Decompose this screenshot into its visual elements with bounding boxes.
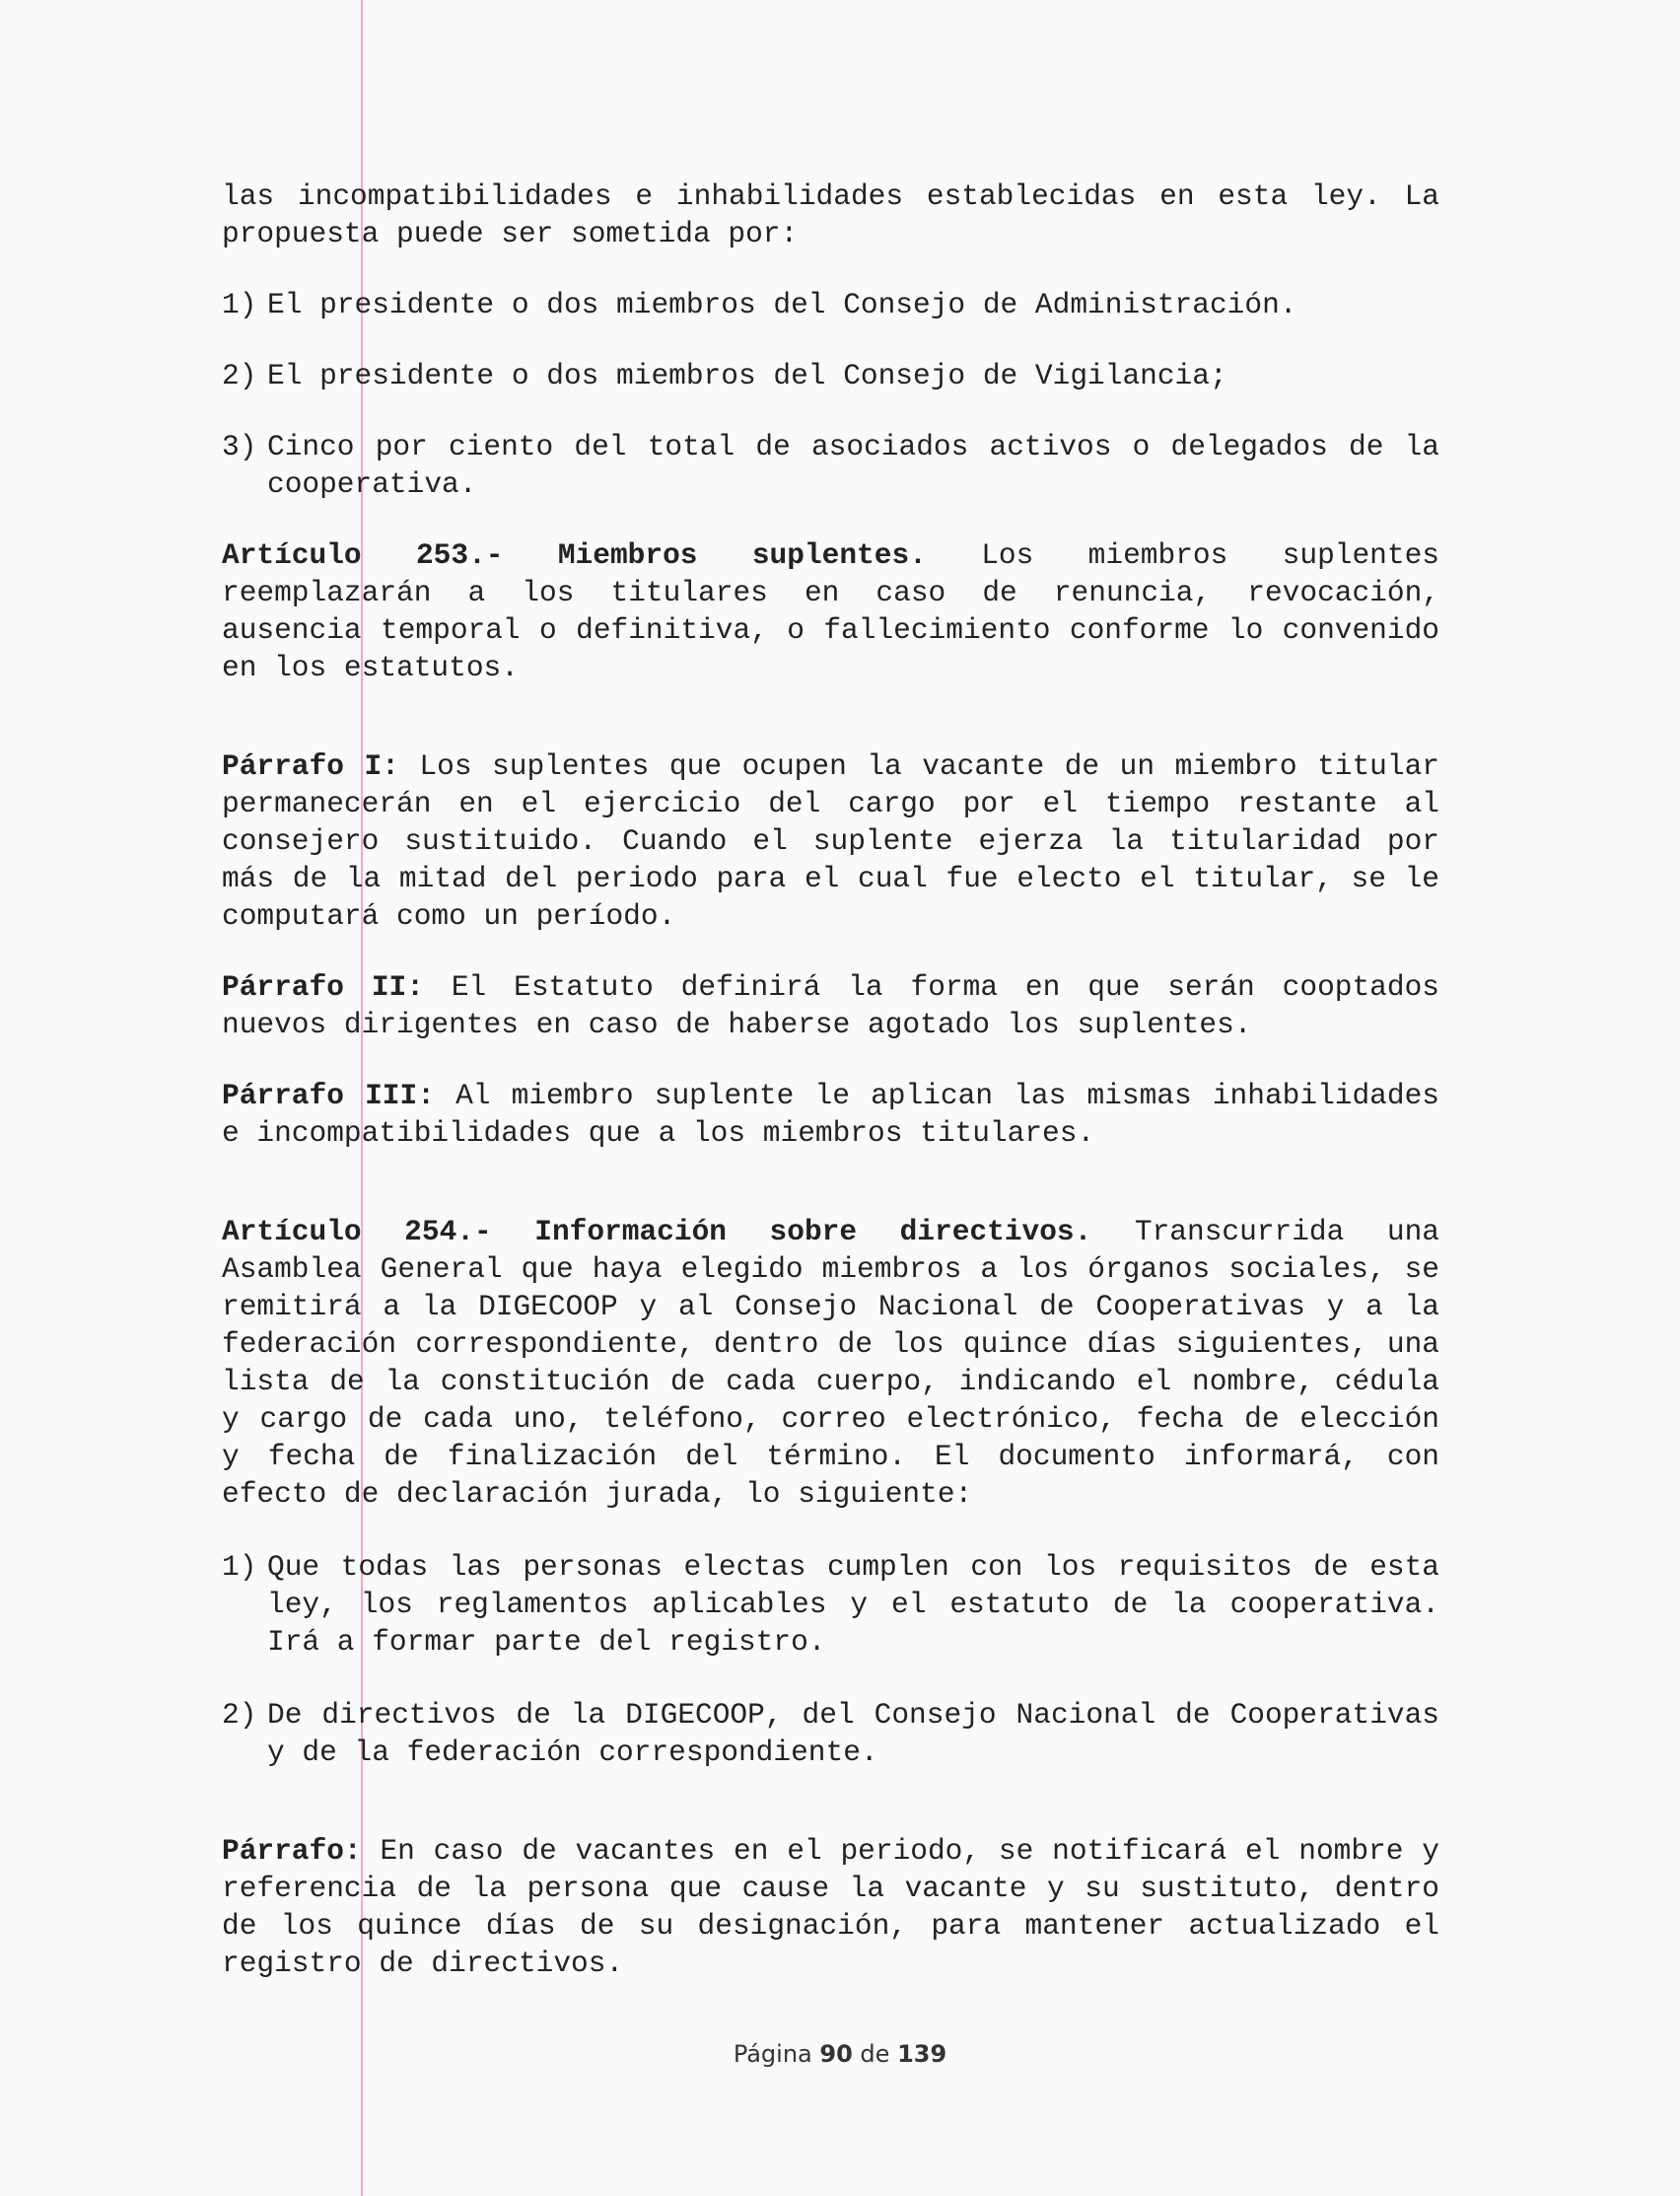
list-text: Que todas las personas electas cumplen con los requisitos de esta ley, los reglamentos aplicables y el estatuto de la cooperativa. Irá a formar parte del registro. [267,1550,1439,1659]
list-number: 1) [222,288,257,321]
page-label: Página [733,2040,812,2068]
list-number: 2) [222,1698,257,1732]
list-number: 2) [222,359,257,392]
paragraph-label: Párrafo I: [222,749,399,783]
list-text: Cinco por ciento del total de asociados activos o delegados de la cooperativa. [267,430,1439,501]
list-item [222,1696,1439,1771]
paragraph-label: Párrafo II: [222,970,424,1004]
page-number: 90 [819,2040,853,2068]
list-item [222,286,1439,323]
list-item [222,1548,1439,1661]
paragraph-label: Párrafo: [222,1834,362,1868]
list-text: El presidente o dos miembros del Consejo de Administración. [267,288,1297,321]
article-254-text: Transcurrida una Asamblea General que haya elegido miembros a los órganos sociales, se remitirá a la DIGECOOP y al Consejo Nacional de Cooperativas y a la federación correspondiente, dentro de los quince días siguientes, una lista de la constitución de cada cuerpo, indicando el nombre, cédula y cargo de cada uno, teléfono, correo electrónico, fecha de elección y fecha de finalización del término. El documento informará, con efecto de declaración jurada, lo siguiente: [222,1215,1439,1511]
list-text: De directivos de la DIGECOOP, del Consejo Nacional de Cooperativas y de la federación correspondiente. [267,1698,1439,1769]
page-footer [0,2040,1680,2068]
article-254 [222,1213,1439,1513]
paragraph-text: Los suplentes que ocupen la vacante de un miembro titular permanecerán en el ejercicio del cargo por el tiempo restante al consejero sustituido. Cuando el suplente ejerza la titularidad por más de la mitad del periodo para el cual fue electo el titular, se le computará como un período. [222,749,1439,933]
paragraph-text: En caso de vacantes en el periodo, se notificará el nombre y referencia de la persona que cause la vacante y su sustituto, dentro de los quince días de su designación, para mantener actualizado el registro de directivos. [222,1834,1439,1980]
paragraph-text: El Estatuto definirá la forma en que serán cooptados nuevos dirigentes en caso de haberse agotado los suplentes. [222,970,1439,1041]
article-254-heading: Artículo 254.- Información sobre directivos. [222,1215,1092,1248]
article-253-text: Los miembros suplentes reemplazarán a los titulares en caso de renuncia, revocación, ausencia temporal o definitiva, o fallecimiento conforme lo convenido en los estatutos. [222,538,1439,684]
paragraph-text: Al miembro suplente le aplican las mismas inhabilidades e incompatibilidades que a los miembros titulares. [222,1079,1439,1150]
page-total: 139 [897,2040,947,2068]
article-253-paragraph-2 [222,968,1439,1043]
article-253 [222,536,1439,686]
paragraph-label: Párrafo III: [222,1079,435,1112]
list-text: El presidente o dos miembros del Consejo de Vigilancia; [267,359,1227,392]
list-item [222,428,1439,503]
article-253-paragraph-3 [222,1077,1439,1152]
article-253-paragraph-1 [222,747,1439,935]
article-254-paragraph [222,1832,1439,1982]
list-number: 1) [222,1550,257,1584]
article-253-heading: Artículo 253.- Miembros suplentes. [222,538,927,572]
list-item [222,357,1439,394]
list-number: 3) [222,430,257,463]
intro-paragraph: las incompatibilidades e inhabilidades establecidas en esta ley. La propuesta puede ser sometida por: [222,179,1439,250]
document-body [222,177,1439,1982]
page-separator: de [860,2040,890,2068]
